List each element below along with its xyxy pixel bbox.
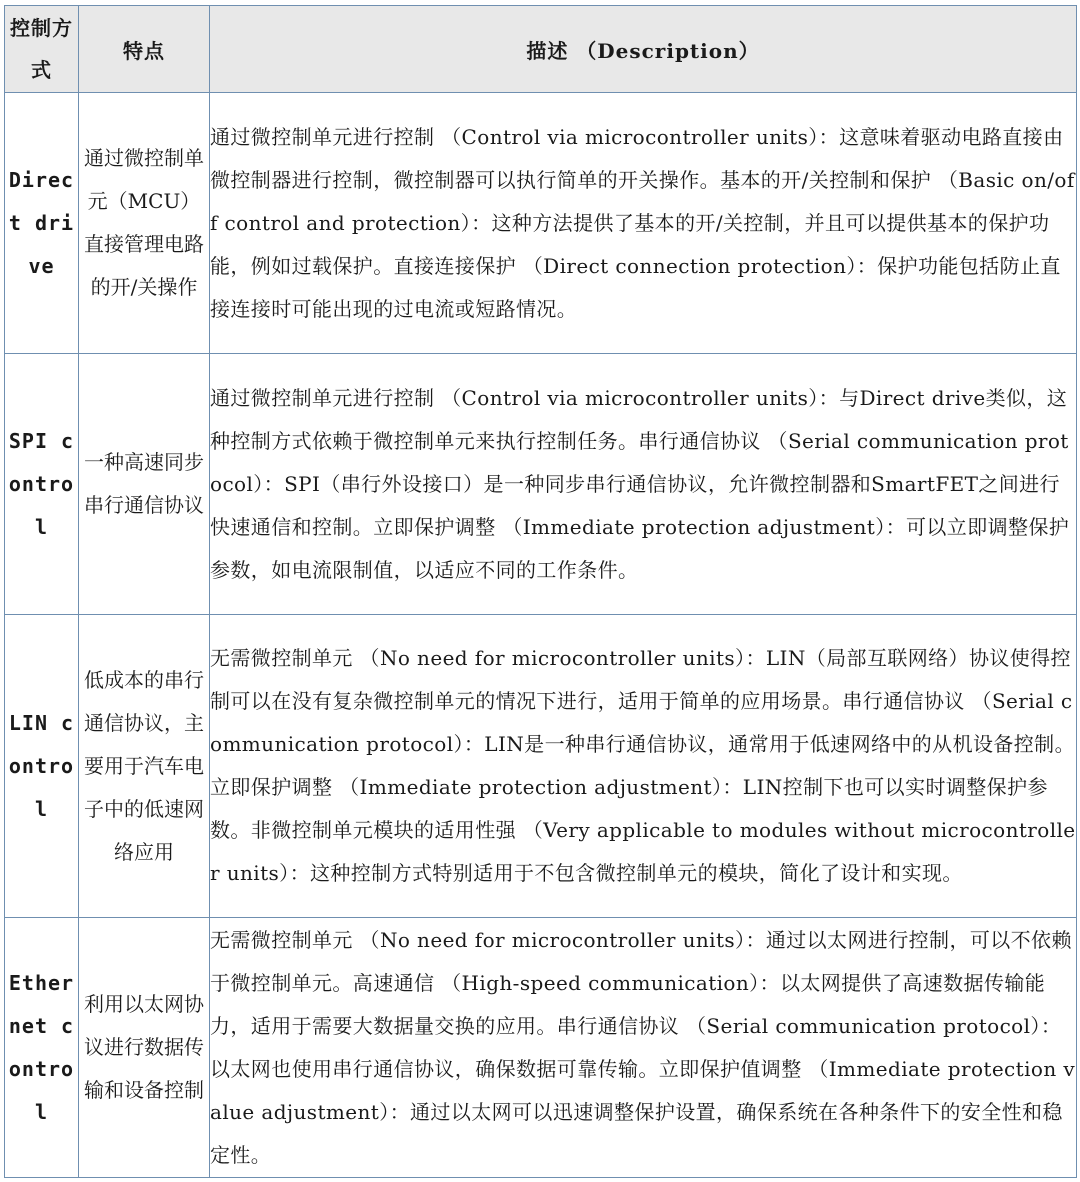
table-body	[5, 93, 1077, 1178]
header-description: 描述 （Description）	[210, 6, 1077, 93]
method-cell: LIN control	[5, 615, 79, 918]
feature-cell: 低成本的串行通信协议，主要用于汽车电子中的低速网络应用	[79, 615, 210, 918]
table-header	[5, 6, 1077, 93]
description-cell: 通过微控制单元进行控制 （Control via microcontroller units）：与Direct drive类似，这种控制方式依赖于微控制单元来执行控制任务。串行通信协议 （Serial communication protocol）：SPI（串行外设接口）是一种同步串行通信协议，允许微控制器和SmartFET之间进行快速通信和控制。立即保护调整 （Immediate protection adjustment）：可以立即调整保护参数，如电流限制值，以适应不同的工作条件。	[210, 354, 1077, 615]
description-cell: 无需微控制单元 （No need for microcontroller units）：LIN（局部互联网络）协议使得控制可以在没有复杂微控制单元的情况下进行，适用于简单的应用场景。串行通信协议 （Serial communication protocol）：LIN是一种串行通信协议，通常用于低速网络中的从机设备控制。立即保护调整 （Immediate protection adjustment）：LIN控制下也可以实时调整保护参数。非微控制单元模块的适用性强 （Very applicable to modules without microcontroller units）：这种控制方式特别适用于不包含微控制单元的模块，简化了设计和实现。	[210, 615, 1077, 918]
feature-cell: 通过微控制单元（MCU）直接管理电路的开/关操作	[79, 93, 210, 354]
table-row-ethernet-control	[5, 918, 1077, 1178]
feature-cell: 利用以太网协议进行数据传输和设备控制	[79, 918, 210, 1178]
feature-cell: 一种高速同步串行通信协议	[79, 354, 210, 615]
table-row-spi-control	[5, 354, 1077, 615]
table-row-lin-control	[5, 615, 1077, 918]
description-cell: 通过微控制单元进行控制 （Control via microcontroller units）：这意味着驱动电路直接由微控制器进行控制，微控制器可以执行简单的开关操作。基本的开/关控制和保护 （Basic on/off control and protection）：这种方法提供了基本的开/关控制，并且可以提供基本的保护功能，例如过载保护。直接连接保护 （Direct connection protection）：保护功能包括防止直接连接时可能出现的过电流或短路情况。	[210, 93, 1077, 354]
header-row	[5, 6, 1077, 93]
header-feature: 特点	[79, 6, 210, 93]
method-cell: Ethernet control	[5, 918, 79, 1178]
method-cell: Direct drive	[5, 93, 79, 354]
description-cell: 无需微控制单元 （No need for microcontroller units）：通过以太网进行控制，可以不依赖于微控制单元。高速通信 （High-speed communication）：以太网提供了高速数据传输能力，适用于需要大数据量交换的应用。串行通信协议 （Serial communication protocol）：以太网也使用串行通信协议，确保数据可靠传输。立即保护值调整 （Immediate protection value adjustment）：通过以太网可以迅速调整保护设置，确保系统在各种条件下的安全性和稳定性。	[210, 918, 1077, 1178]
header-method: 控制方式	[5, 6, 79, 93]
method-cell: SPI control	[5, 354, 79, 615]
control-methods-table	[4, 5, 1077, 1178]
table-row-direct-drive	[5, 93, 1077, 354]
